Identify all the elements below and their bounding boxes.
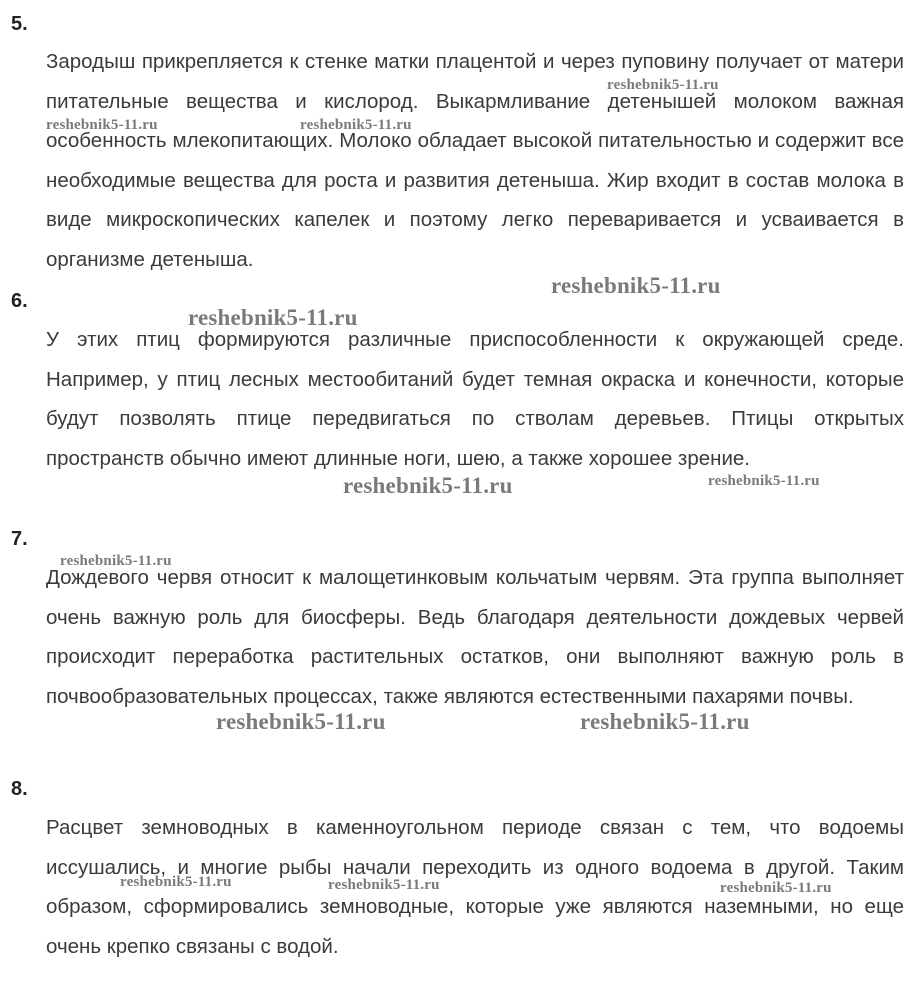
- watermark: reshebnik5-11.ru: [580, 709, 750, 734]
- watermark: reshebnik5-11.ru: [120, 874, 232, 890]
- watermark: reshebnik5-11.ru: [343, 473, 513, 498]
- section-text-7: Дождевого червя относит к малощетинковым кольчатым червям. Эта группа выполняет очень важную роль для биосферы. Ведь благодаря деятельности дождевых червей происходит переработка растительных остатков, они выполняют важную роль в почвообразовательных процессах, также являются естественными пахарями почвы.: [46, 566, 904, 708]
- watermark: reshebnik5-11.ru: [188, 305, 358, 330]
- section-number-7: 7.: [11, 528, 28, 550]
- section-text-5: Зародыш прикрепляется к стенке матки плацентой и через пуповину получает от матери питательные вещества и кислород. Выкармливание детенышей молоком важная особенность млекопитающих. Молоко обладает высокой питательностью и содержит все необходимые вещества для роста и развития детеныша. Жир входит в состав молока в виде микроскопических капелек и поэтому легко переваривается и усваивается в организме детеныша.: [46, 50, 904, 271]
- watermark: reshebnik5-11.ru: [607, 77, 719, 93]
- watermark: reshebnik5-11.ru: [300, 117, 412, 133]
- watermark: reshebnik5-11.ru: [551, 273, 721, 298]
- section-number-8: 8.: [11, 778, 28, 800]
- watermark: reshebnik5-11.ru: [46, 117, 158, 133]
- section-number-6: 6.: [11, 290, 28, 312]
- watermark: reshebnik5-11.ru: [328, 877, 440, 893]
- watermark: reshebnik5-11.ru: [720, 880, 832, 896]
- section-text-8: Расцвет земноводных в каменноугольном периоде связан с тем, что водоемы иссушались, и многие рыбы начали переходить из одного водоема в другой. Таким образом, сформировались земноводные, которые уже являются наземными, но еще очень крепко связаны с водой.: [46, 816, 904, 958]
- watermark: reshebnik5-11.ru: [60, 553, 172, 569]
- section-text-6: У этих птиц формируются различные приспособленности к окружающей среде. Например, у птиц лесных местообитаний будет темная окраска и конечности, которые будут позволять птице передвигаться по стволам деревьев. Птицы открытых пространств обычно имеют длинные ноги, шею, а также хорошее зрение.: [46, 328, 904, 470]
- section-number-5: 5.: [11, 13, 28, 35]
- watermark: reshebnik5-11.ru: [708, 473, 820, 489]
- watermark: reshebnik5-11.ru: [216, 709, 386, 734]
